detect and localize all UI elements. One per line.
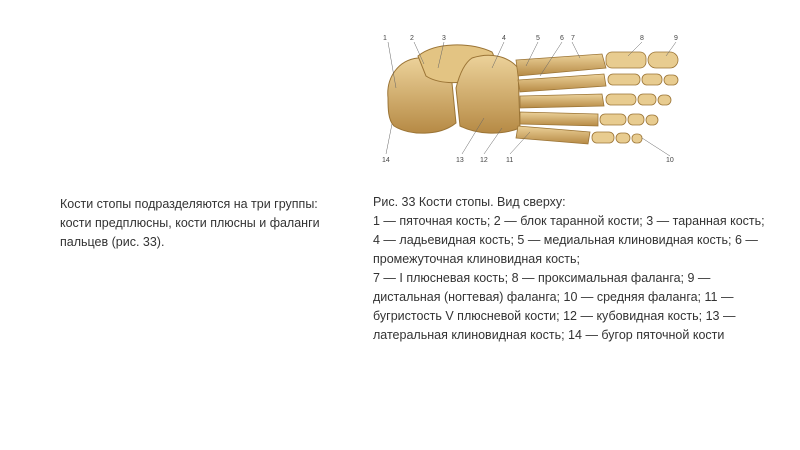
figure-label-9: 9 [674,35,678,42]
figure-label-14: 14 [382,157,390,164]
figure-label-7: 7 [571,35,575,42]
caption-title: Рис. 33 Кости стопы. Вид сверху: [373,195,566,209]
caption-line-1: 1 — пяточная кость; 2 — блок таранной кости; 3 — таранная кость; 4 — ладьевидная кость; 5 — медиальная клиновидная кость; 6 — промежуточная клиновидная кость; [373,214,765,266]
intro-paragraph: Кости стопы подразделяются на три группы: кости предплюсны, кости плюсны и фаланги пальцев (рис. 33). [60,197,320,249]
caption-line-2: 7 — I плюсневая кость; 8 — проксимальная фаланга; 9 — дистальная (ногтевая) фаланга; 10 — средняя фаланга; 11 — бугристость V плюсневой кости; 12 — кубовидная кость; 13 — латеральная клиновидная кость; 14 — бугор пяточной кости [373,271,736,342]
figure-label-8: 8 [640,35,644,42]
figure-label-12: 12 [480,157,488,164]
figure-label-13: 13 [456,157,464,164]
figure-label-11: 11 [506,157,514,164]
midfoot-shape [456,55,520,133]
foot-bones-illustration [380,28,700,168]
figure-label-5: 5 [536,35,540,42]
metatarsals [516,54,606,144]
figure-label-3: 3 [442,35,446,42]
figure-caption [373,193,768,345]
figure-label-10: 10 [666,157,674,164]
figure-label-2: 2 [410,35,414,42]
figure-label-6: 6 [560,35,564,42]
figure-label-1: 1 [383,35,387,42]
foot-bones-figure [380,28,700,168]
figure-label-4: 4 [502,35,506,42]
